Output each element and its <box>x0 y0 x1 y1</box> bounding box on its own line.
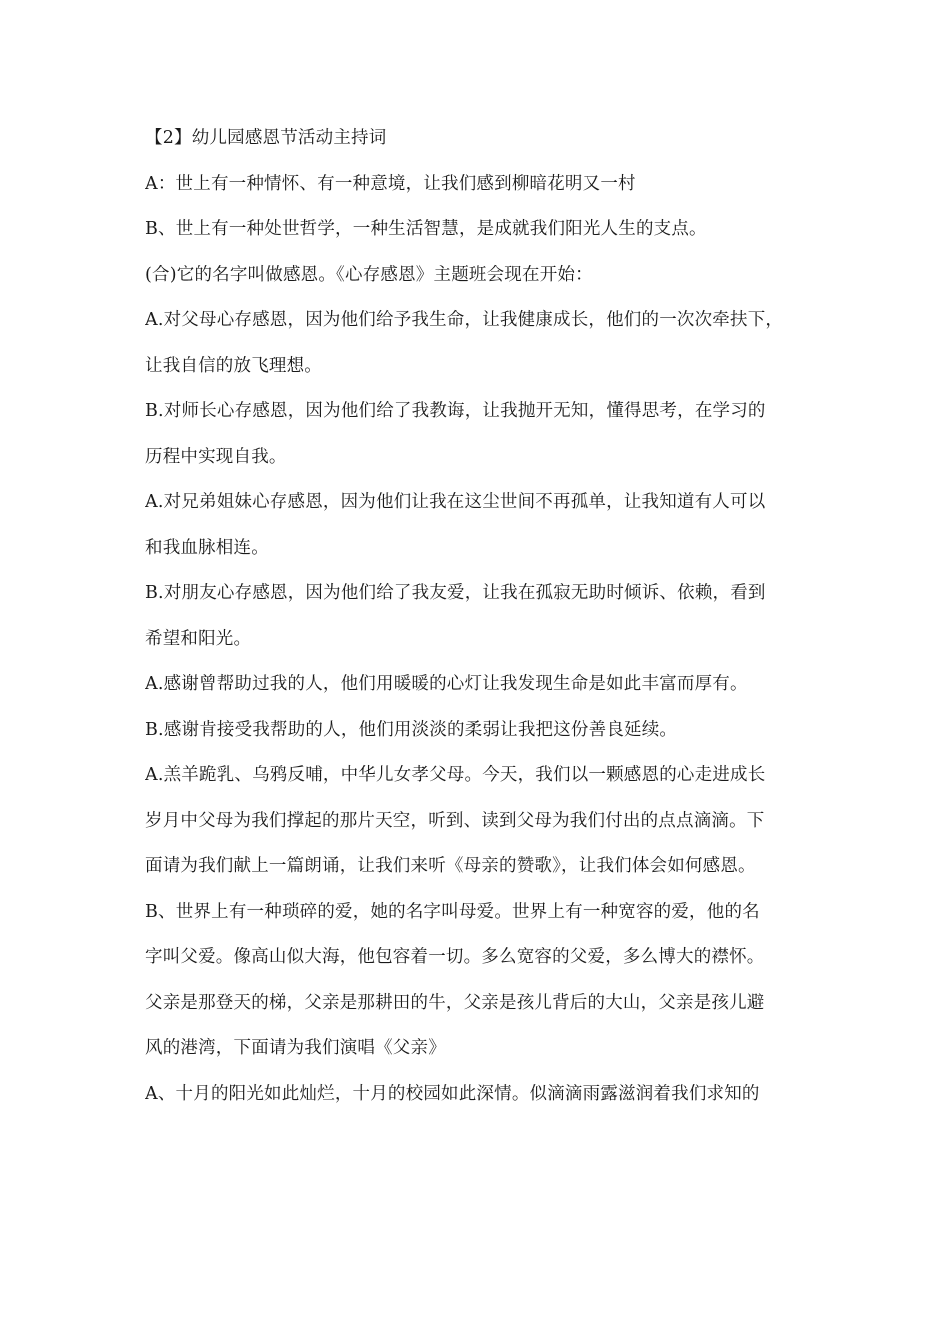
text-line: B.对朋友心存感恩，因为他们给了我友爱，让我在孤寂无助时倾诉、依赖，看到 <box>145 583 766 603</box>
text-line: A.对兄弟姐妹心存感恩，因为他们让我在这尘世间不再孤单，让我知道有人可以 <box>145 492 766 512</box>
text-line: 面请为我们献上一篇朗诵，让我们来听《母亲的赞歌》，让我们体会如何感恩。 <box>145 856 756 876</box>
text-line: A.感谢曾帮助过我的人，他们用暖暖的心灯让我发现生命是如此丰富而厚有。 <box>145 674 748 694</box>
text-line: (合)它的名字叫做感恩。《心存感恩》主题班会现在开始： <box>145 264 593 285</box>
text-line: 历程中实现自我。 <box>145 446 287 467</box>
text-line: A：世上有一种情怀、有一种意境，让我们感到柳暗花明又一村 <box>145 173 636 194</box>
text-line: 和我血脉相连。 <box>145 537 269 558</box>
text-line: 岁月中父母为我们撑起的那片天空，听到、读到父母为我们付出的点点滴滴。下 <box>145 810 765 831</box>
text-line: 风的港湾，下面请为我们演唱《父亲》 <box>145 1038 446 1058</box>
text-line: 字叫父爱。像高山似大海，他包容着一切。多么宽容的父爱，多么博大的襟怀。 <box>145 947 765 967</box>
document-body <box>145 116 810 1117</box>
text-line: 希望和阳光。 <box>145 628 252 649</box>
text-line: A.对父母心存感恩，因为他们给予我生命，让我健康成长，他们的一次次牵扶下， <box>145 310 784 330</box>
text-line: B、世上有一种处世哲学，一种生活智慧，是成就我们阳光人生的支点。 <box>145 219 707 239</box>
document-heading: 【2】幼儿园感恩节活动主持词 <box>145 128 387 148</box>
text-line: B.对师长心存感恩，因为他们给了我教诲，让我抛开无知，懂得思考，在学习的 <box>145 401 766 421</box>
text-line: B、世界上有一种琐碎的爱，她的名字叫母爱。世界上有一种宽容的爱，他的名 <box>145 901 760 922</box>
text-line: A、十月的阳光如此灿烂，十月的校园如此深情。似滴滴雨露滋润着我们求知的 <box>145 1083 760 1104</box>
text-line: 让我自信的放飞理想。 <box>145 355 322 376</box>
text-line: A.羔羊跪乳、乌鸦反哺，中华儿女孝父母。今天，我们以一颗感恩的心走进成长 <box>145 765 766 785</box>
text-line: B.感谢肯接受我帮助的人，他们用淡淡的柔弱让我把这份善良延续。 <box>145 719 678 740</box>
text-line: 父亲是那登天的梯，父亲是那耕田的牛，父亲是孩儿背后的大山，父亲是孩儿避 <box>145 992 765 1013</box>
